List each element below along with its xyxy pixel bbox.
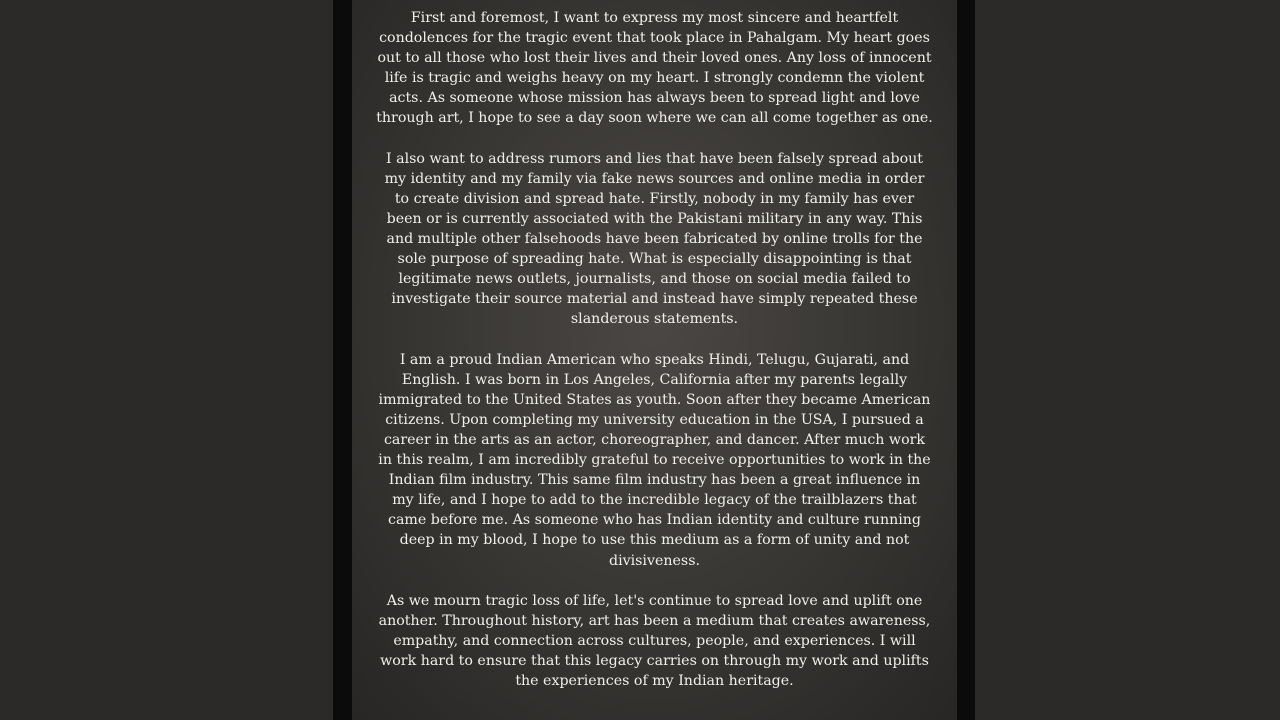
paragraph-closing: As we mourn tragic loss of life, let's continue to spread love and uplift one another. Throughout history, art has been a medium that creates awareness, empathy, and connection across cultures, people, and experiences. I will work hard to ensure that this legacy carries on through my work and uplifts the experiences of my Indian heritage. [378,592,931,690]
paragraph-identity: I am a proud Indian American who speaks Hindi, Telugu, Gujarati, and English. I was born in Los Angeles, California after my parents legally immigrated to the United States as youth. Soon after they became American citizens. Upon completing my university education in the USA, I pursued a career in the arts as an actor, choreographer, and dancer. After much work in this realm, I am incredibly grateful to receive opportunities to work in the Indian film industry. This same film industry has been a great influence in my life, and I hope to add to the incredible legacy of the trailblazers that came before me. As someone who has Indian identity and culture running deep in my blood, I hope to use this medium as a form of unity and not divisiveness. [378,351,931,569]
statement-text [376,8,933,711]
paragraph-rumors: I also want to address rumors and lies that have been falsely spread about my identity and my family via fake news sources and online media in order to create division and spread hate. Firstly, nobody in my family has ever been or is currently associated with the Pakistani military in any way. This and multiple other falsehoods have been fabricated by online trolls for the sole purpose of spreading hate. What is especially disappointing is that legitimate news outlets, journalists, and those on social media failed to investigate their source material and instead have simply repeated these slanderous statements. [384,150,925,328]
statement-panel [352,0,957,720]
paragraph-condolences: First and foremost, I want to express my most sincere and heartfelt condolences for the tragic event that took place in Pahalgam. My heart goes out to all those who lost their lives and their loved ones. Any loss of innocent life is tragic and weighs heavy on my heart. I strongly condemn the violent acts. As someone whose mission has always been to spread light and love through art, I hope to see a day soon where we can all come together as one. [376,10,933,127]
